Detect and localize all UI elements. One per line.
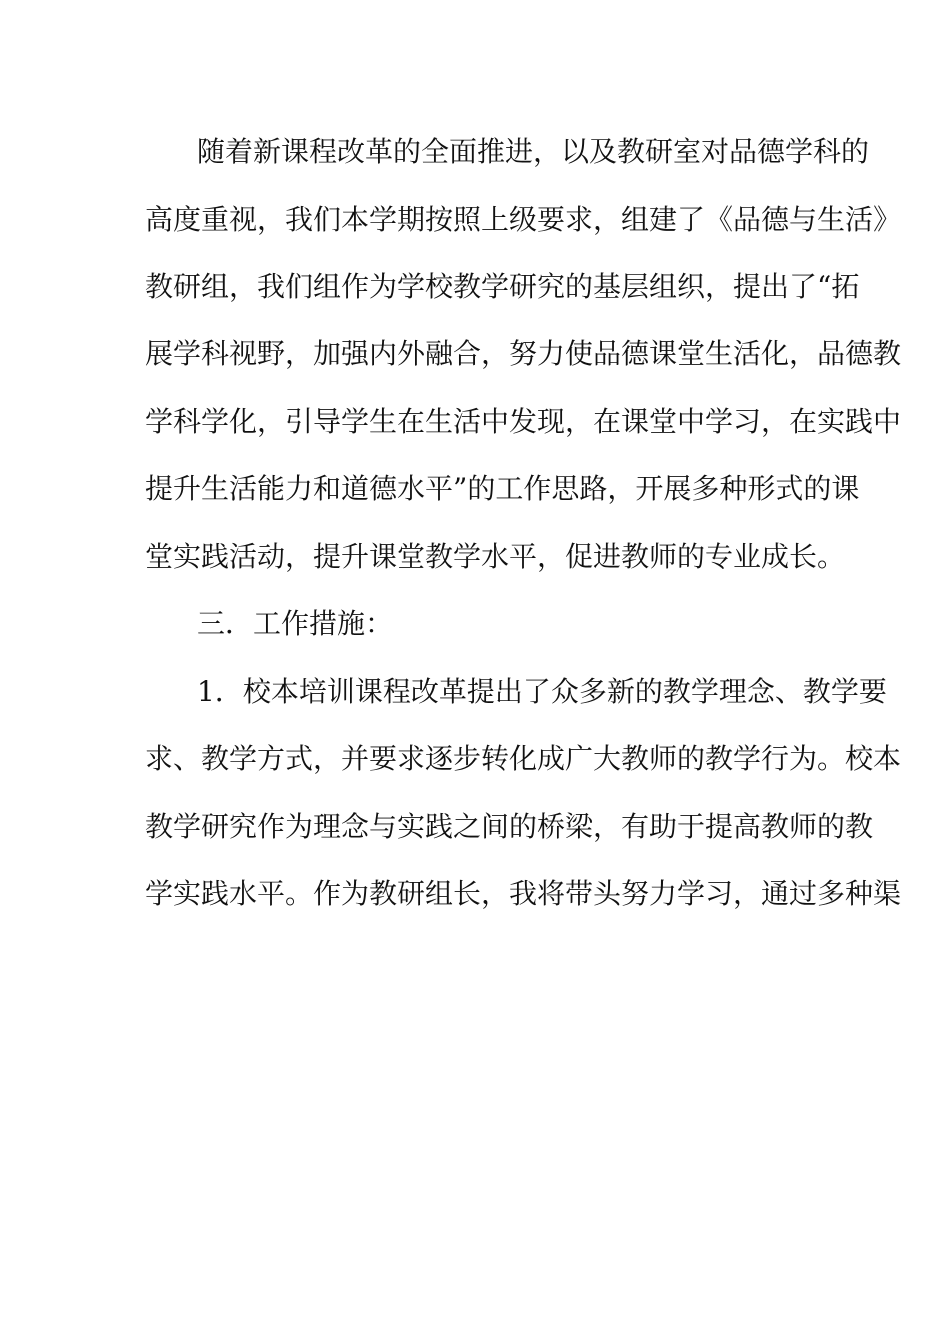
paragraph-1-line-2: 高度重视，我们本学期按照上级要求，组建了《品德与生活》 — [145, 203, 902, 236]
paragraph-1-line-6: 提升生活能力和道德水平”的工作思路，开展多种形式的课 — [145, 472, 860, 505]
paragraph-1-line-4: 展学科视野，加强内外融合，努力使品德课堂生活化，品德教 — [145, 337, 902, 370]
paragraph-2-line-2: 求、教学方式，并要求逐步转化成广大教师的教学行为。校本 — [145, 742, 902, 775]
paragraph-1-line-5: 学科学化，引导学生在生活中发现，在课堂中学习，在实践中 — [145, 405, 902, 438]
paragraph-1-line-7: 堂实践活动，提升课堂教学水平，促进教师的专业成长。 — [145, 540, 846, 573]
paragraph-2-line-3: 教学研究作为理念与实践之间的桥梁，有助于提高教师的教 — [145, 810, 874, 843]
paragraph-1-line-1: 随着新课程改革的全面推进，以及教研室对品德学科的 — [197, 135, 870, 168]
section-heading: 三．工作措施： — [197, 607, 394, 640]
paragraph-1-line-3: 教研组，我们组作为学校教学研究的基层组织，提出了“拓 — [145, 270, 860, 303]
paragraph-2-line-1: 1．校本培训课程改革提出了众多新的教学理念、教学要 — [197, 675, 887, 708]
paragraph-2-line-4: 学实践水平。作为教研组长，我将带头努力学习，通过多种渠 — [145, 877, 902, 910]
